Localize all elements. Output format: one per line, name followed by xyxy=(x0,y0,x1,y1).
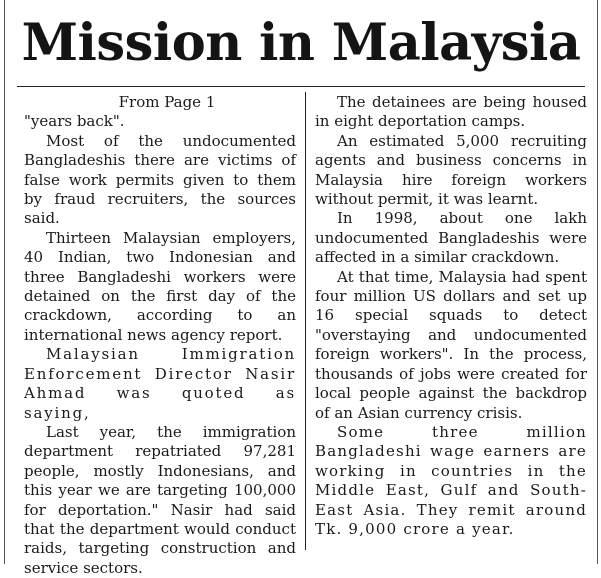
paragraph: At that time, Malaysia had spent four million US dollars and set up 16 special squads to detect "overstaying and undocumented foreign workers". In the process, thousands of jobs were created for local people against the backdrop of an Asian currency crisis. xyxy=(315,267,587,422)
paragraph: Most of the undocumented Bangladeshis there are victims of false work permits given to them by fraud recruiters, the sources said. xyxy=(24,131,296,228)
continuation-note: From Page 1 xyxy=(118,93,216,111)
headline: Mission in Malaysia xyxy=(21,13,581,73)
right-column xyxy=(315,93,587,539)
paragraph: In 1998, about one lakh undocumented Bangladeshis were affected in a similar crackdown. xyxy=(315,209,587,267)
paragraph: Thirteen Malaysian employers, 40 Indian, two Indonesian and three Bangladeshi workers were detained on the first day of the crackdown, according to an international news agency report. xyxy=(24,228,296,344)
newspaper-clipping xyxy=(4,0,598,577)
headline-rule xyxy=(17,86,585,87)
paragraph: The detainees are being housed in eight deportation camps. xyxy=(315,93,587,131)
paragraph: Last year, the immigration department repatriated 97,281 people, mostly Indonesians, and this year we are targeting 100,000 for deportation." Nasir had said that the department would conduct raids, targeting construction and service sectors. xyxy=(24,422,296,577)
column-divider xyxy=(305,92,306,550)
paragraph: "years back". xyxy=(24,112,125,131)
left-column xyxy=(24,93,296,578)
paragraph: Malaysian Immigration Enforcement Director Nasir Ahmad was quoted as saying, xyxy=(24,345,296,422)
paragraph: Some three million Bangladeshi wage earners are working in countries in the Middle East, Gulf and South-East Asia. They remit around Tk. 9,000 crore a year. xyxy=(315,422,587,538)
paragraph: An estimated 5,000 recruiting agents and business concerns in Malaysia hire foreign workers without permit, it was learnt. xyxy=(315,131,587,209)
